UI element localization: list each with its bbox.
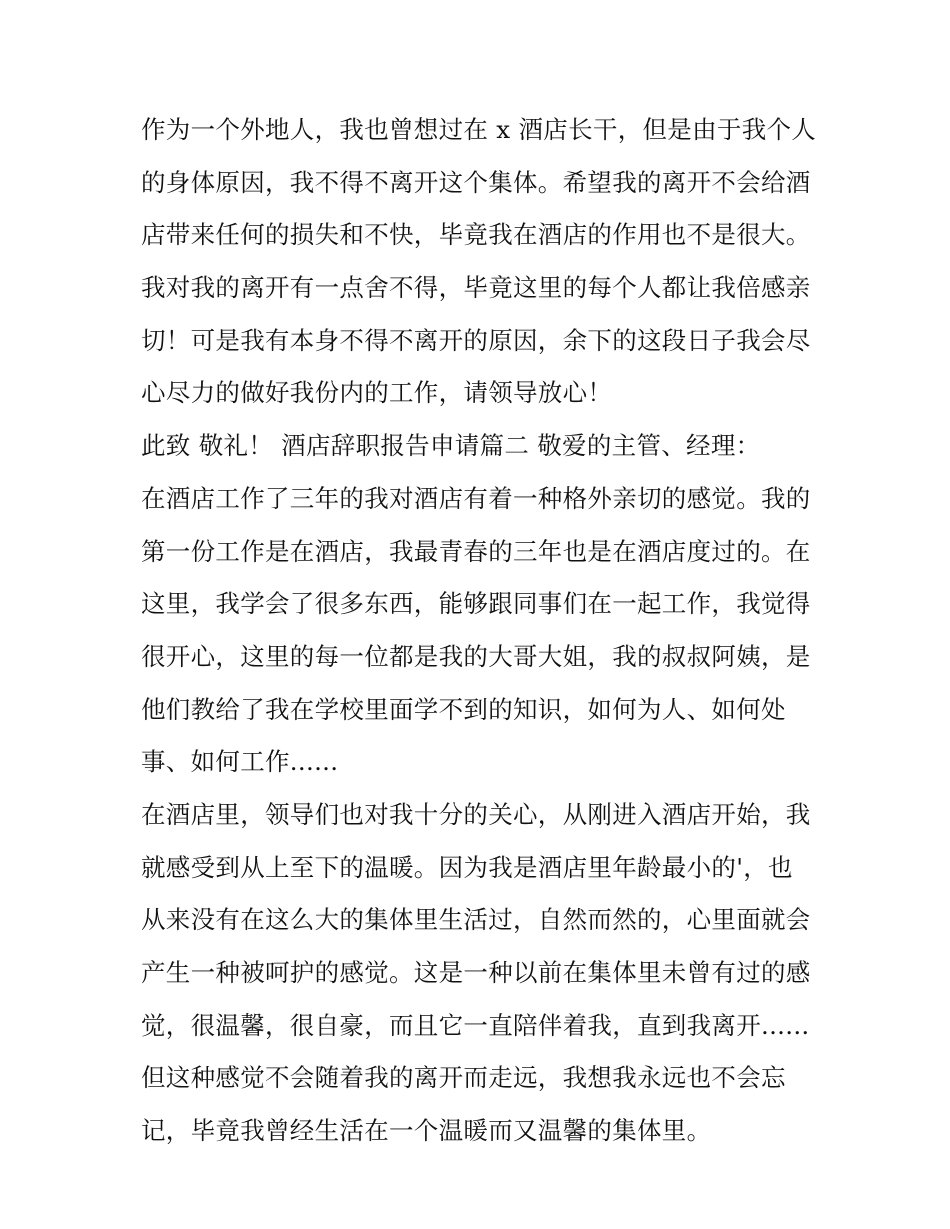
text-line: 我对我的离开有一点舍不得，毕竟这里的每个人都让我倍感亲 [141,273,811,303]
text-line: 事、如何工作...... [141,747,339,777]
text-line: 作为一个外地人，我也曾想过在 x 酒店长干，但是由于我个人 [141,115,817,144]
text-line: 他们教给了我在学校里面学不到的知识，如何为人、如何处 [141,694,786,724]
text-line: 记，毕竟我曾经生活在一个温暖而又温馨的集体里。 [141,1116,712,1146]
text-line: 很开心，这里的每一位都是我的大哥大姐，我的叔叔阿姨，是 [141,641,811,671]
text-line: 店带来任何的损失和不快，毕竟我在酒店的作用也不是很大。 [141,220,811,250]
text-line: 在酒店里，领导们也对我十分的关心，从刚进入酒店开始，我 [141,799,811,829]
text-line: 在酒店工作了三年的我对酒店有着一种格外亲切的感觉。我的 [141,483,811,513]
text-line: 切！可是我有本身不得不离开的原因，余下的这段日子我会尽 [141,325,811,355]
text-line: 这里，我学会了很多东西，能够跟同事们在一起工作，我觉得 [141,589,811,619]
text-line: 的身体原因，我不得不离开这个集体。希望我的离开不会给酒 [141,167,811,197]
text-line: 就感受到从上至下的温暖。因为我是酒店里年龄最小的'，也 [141,852,793,882]
text-line: 从来没有在这么大的集体里生活过，自然而然的，心里面就会 [141,905,811,935]
text-line: 第一份工作是在酒店，我最青春的三年也是在酒店度过的。在 [141,536,811,566]
text-line: 但这种感觉不会随着我的离开而走远，我想我永远也不会忘 [141,1063,786,1093]
body-text [141,104,821,1158]
text-line: 心尽力的做好我份内的工作，请领导放心！ [141,378,613,408]
text-line: 此致 敬礼！ 酒店辞职报告申请篇二 敬爱的主管、经理： [141,431,761,461]
text-line: 产生一种被呵护的感觉。这是一种以前在集体里未曾有过的感 [141,958,811,987]
text-line: 觉，很温馨，很自豪，而且它一直陪伴着我，直到我离开...... [141,1010,810,1040]
